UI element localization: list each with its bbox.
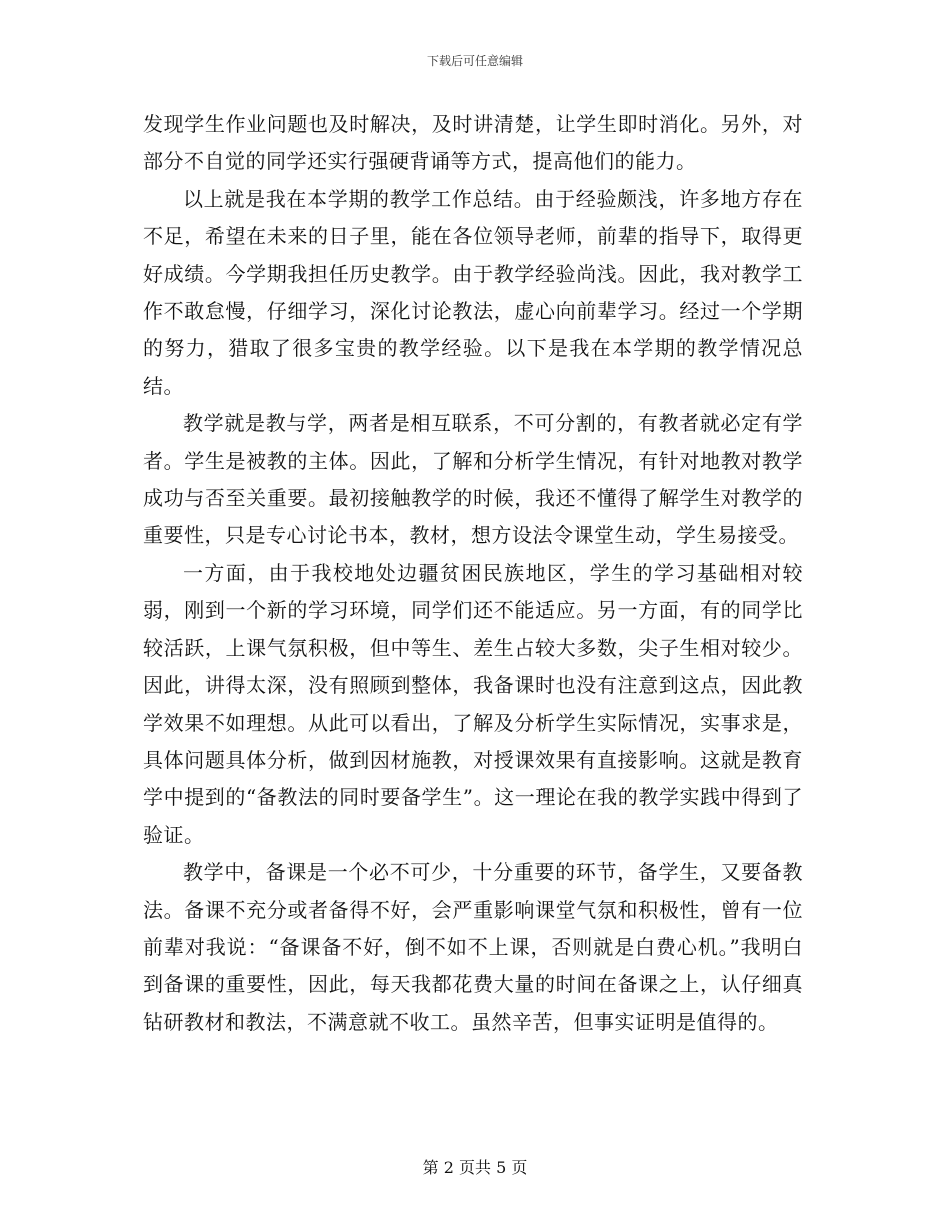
- paragraph: 一方面，由于我校地处边疆贫困民族地区，学生的学习基础相对较弱，刚到一个新的学习环境，同学们还不能适应。另一方面，有的同学比较活跃，上课气氛积极，但中等生、差生占较大多数，尖子生相对较少。因此，讲得太深，没有照顾到整体，我备课时也没有注意到这点，因此教学效果不如理想。从此可以看出，了解及分析学生实际情况，实事求是，具体问题具体分析，做到因材施教，对授课效果有直接影响。这就是教育学中提到的“备教法的同时要备学生”。这一理论在我的教学实践中得到了验证。: [143, 560, 803, 847]
- document-body: [143, 106, 803, 1041]
- page-number: 第 2 页共 5 页: [422, 1158, 528, 1177]
- page-header: 下载后可任意编辑: [426, 54, 523, 68]
- paragraph: 教学就是教与学，两者是相互联系，不可分割的，有教者就必定有学者。学生是被教的主体。因此，了解和分析学生情况，有针对地教对教学成功与否至关重要。最初接触教学的时候，我还不懂得了解学生对教学的重要性，只是专心讨论书本，教材，想方设法令课堂生动，学生易接受。: [143, 411, 803, 548]
- paragraph: 发现学生作业问题也及时解决，及时讲清楚，让学生即时消化。另外，对部分不自觉的同学还实行强硬背诵等方式，提高他们的能力。: [143, 112, 803, 174]
- paragraph: 以上就是我在本学期的教学工作总结。由于经验颇浅，许多地方存在不足，希望在未来的日子里，能在各位领导老师，前辈的指导下，取得更好成绩。今学期我担任历史教学。由于教学经验尚浅。因此，我对教学工作不敢怠慢，仔细学习，深化讨论教法，虚心向前辈学习。经过一个学期的努力，猎取了很多宝贵的教学经验。以下是我在本学期的教学情况总结。: [143, 186, 803, 398]
- paragraph: 教学中，备课是一个必不可少，十分重要的环节，备学生，又要备教法。备课不充分或者备得不好，会严重影响课堂气氛和积极性，曾有一位前辈对我说：“备课备不好，倒不如不上课，否则就是白费心机。”我明白到备课的重要性，因此，每天我都花费大量的时间在备课之上，认仔细真钻研教材和教法，不满意就不收工。虽然辛苦，但事实证明是值得的。: [143, 860, 803, 1034]
